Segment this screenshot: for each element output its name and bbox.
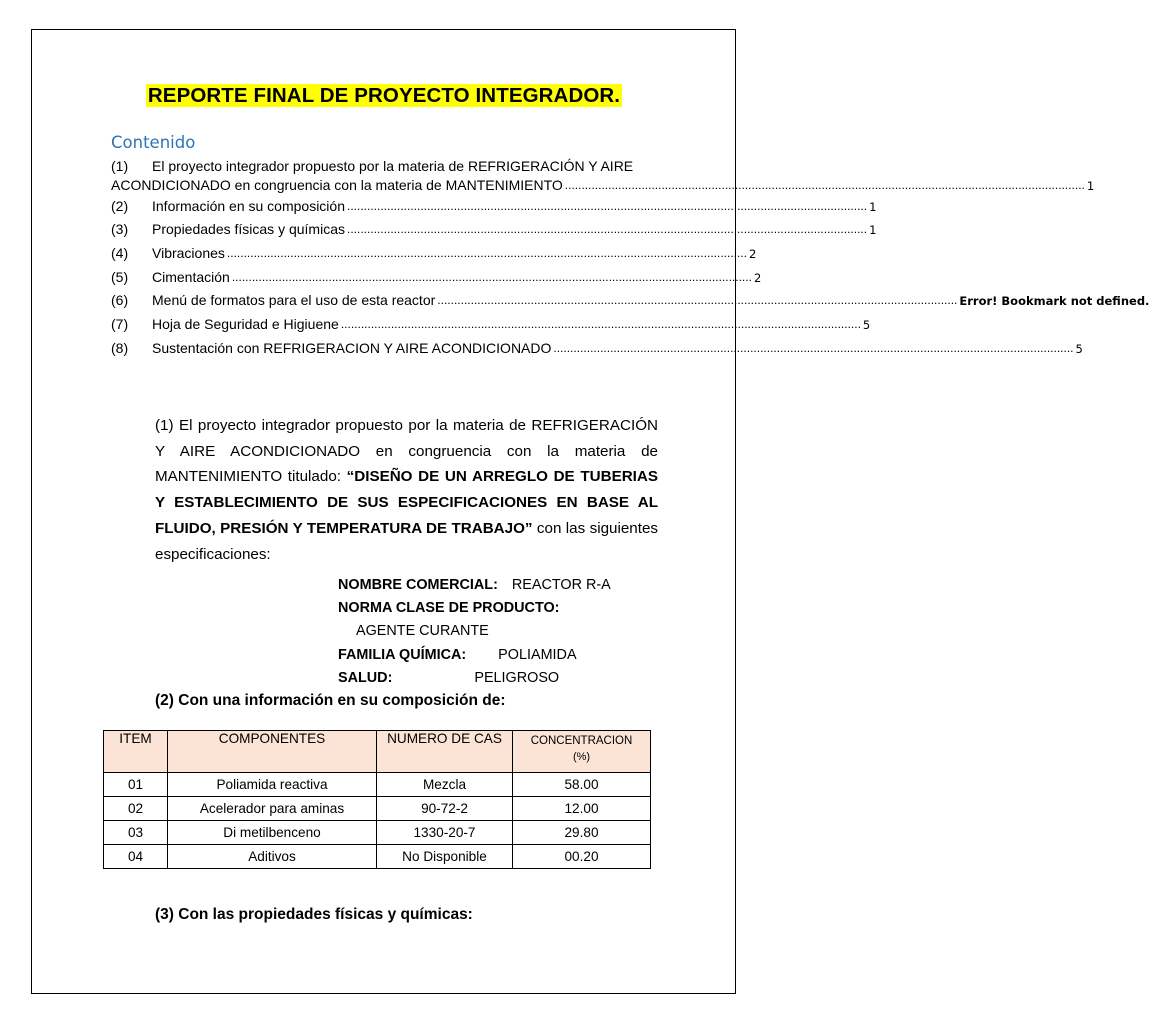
toc-entry-text: Cimentación — [152, 269, 230, 285]
cell-cas: 90-72-2 — [377, 797, 513, 821]
table-row — [104, 773, 651, 797]
toc-entry-text: Vibraciones — [152, 245, 225, 261]
toc-entry-text: Información en su composición — [152, 198, 345, 214]
toc-entry-number: (8) — [111, 340, 129, 356]
section-1-intro: El proyecto integrador propuesto por la materia de REFRIGERACIÓN Y AIRE ACONDICIONADO en congruencia con la materia de MANTENIMIENTO titulado: — [155, 417, 658, 486]
toc-entry-text: Sustentación con REFRIGERACION Y AIRE ACONDICIONADO — [152, 340, 552, 356]
table-header-row — [104, 731, 651, 773]
section-3-heading: (3) Con las propiedades físicas y químicas: — [155, 906, 473, 923]
toc-entry-page: 2 — [753, 271, 762, 285]
cell-cas: 1330-20-7 — [377, 821, 513, 845]
toc-leader-dots: ............................................................................................................................................................ — [226, 246, 748, 260]
toc-entry-text: ACONDICIONADO en congruencia con la materia de MANTENIMIENTO — [111, 177, 563, 193]
cell-component: Poliamida reactiva — [168, 773, 377, 797]
cell-cas: Mezcla — [377, 773, 513, 797]
toc-entry-number: (7) — [111, 316, 129, 332]
header-cas-number: NUMERO DE CAS — [377, 731, 513, 773]
cell-item: 02 — [104, 797, 168, 821]
toc-leader-dots: ............................................................................................................................................................ — [340, 317, 861, 331]
header-concentration — [513, 731, 651, 773]
toc-entry-page: 1 — [869, 200, 877, 214]
cell-component: Acelerador para aminas — [168, 797, 377, 821]
project-title: “DISEÑO DE UN ARREGLO DE TUBERIAS Y ESTABLECIMIENTO DE SUS ESPECIFICACIONES EN BASE AL FLUIDO, PRESIÓN Y TEMPERATURA DE TRABAJO” — [155, 468, 658, 537]
toc-entry-page-error: Error! Bookmark not defined. — [959, 294, 1149, 308]
toc-entry-3[interactable] — [111, 221, 877, 241]
spec-value: AGENTE CURANTE — [356, 623, 489, 640]
cell-cas: No Disponible — [377, 845, 513, 869]
section-1-outro: con las siguientes especificaciones: — [155, 519, 659, 563]
header-concentration-unit: (%) — [572, 751, 591, 763]
document-title: REPORTE FINAL DE PROYECTO INTEGRADOR. — [147, 84, 621, 107]
table-row — [104, 845, 651, 869]
toc-entry-5[interactable] — [111, 269, 762, 289]
spec-value: POLIAMIDA — [498, 646, 577, 663]
toc-leader-dots: ............................................................................................................................................................ — [437, 293, 958, 307]
toc-entry-page: 2 — [749, 247, 757, 261]
toc-entry-number: (3) — [111, 221, 129, 237]
spec-row-product-class — [338, 597, 638, 643]
toc-leader-dots: ............................................................................................................................................................ — [347, 199, 868, 213]
cell-item: 04 — [104, 845, 168, 869]
spec-value: PELIGROSO — [474, 669, 560, 686]
cell-item: 01 — [104, 773, 168, 797]
cell-component: Di metilbenceno — [168, 821, 377, 845]
toc-entry-8[interactable] — [111, 340, 1083, 360]
composition-table — [103, 730, 651, 869]
toc-leader-dots: ............................................................................................................................................................ — [553, 341, 1074, 355]
table-row — [104, 797, 651, 821]
toc-entry-page: 5 — [1075, 342, 1083, 356]
spec-value: REACTOR R-A — [511, 577, 611, 593]
toc-leader-dots: ............................................................................................................................................................ — [231, 270, 752, 284]
toc-leader-dots: ............................................................................................................................................................ — [564, 178, 1085, 192]
spec-row-commercial-name — [338, 574, 668, 597]
spec-row-chemical-family — [338, 644, 668, 667]
cell-concentration: 29.80 — [513, 821, 651, 845]
header-item: ITEM — [104, 731, 168, 773]
title-block — [0, 84, 768, 108]
header-concentration-label: CONCENTRACION — [530, 735, 633, 747]
table-row — [104, 821, 651, 845]
spec-label: NORMA CLASE DE PRODUCTO: — [338, 600, 560, 617]
toc-entry-number: (4) — [111, 245, 129, 261]
spec-label: FAMILIA QUÍMICA: — [338, 646, 467, 663]
toc-entry-number: (1) — [111, 158, 129, 174]
specifications-list — [338, 574, 668, 690]
header-components: COMPONENTES — [168, 731, 377, 773]
toc-entry-text: Menú de formatos para el uso de esta reactor — [152, 292, 436, 308]
toc-entry-6[interactable] — [111, 292, 1149, 312]
spec-label: SALUD: — [338, 669, 393, 686]
toc-entry-page: 5 — [862, 318, 871, 332]
spec-label: NOMBRE COMERCIAL: — [338, 577, 498, 593]
toc-entry-number: (5) — [111, 269, 129, 285]
section-1-number: (1) — [155, 417, 174, 434]
cell-concentration: 00.20 — [513, 845, 651, 869]
toc-heading: Contenido — [111, 133, 196, 152]
toc-entry-number: (6) — [111, 292, 129, 308]
toc-entry-text-line1: El proyecto integrador propuesto por la materia de REFRIGERACIÓN Y AIRE — [152, 158, 634, 174]
toc-entry-2[interactable] — [111, 198, 877, 218]
toc-entry-1[interactable] — [111, 158, 1095, 198]
cell-item: 03 — [104, 821, 168, 845]
toc-entry-page: 1 — [1086, 179, 1095, 193]
toc-entry-number: (2) — [111, 198, 129, 214]
toc-entry-text: Hoja de Seguridad e Higiuene — [152, 316, 339, 332]
toc-entry-7[interactable] — [111, 316, 871, 336]
toc-entry-text: Propiedades físicas y químicas — [152, 221, 345, 237]
section-1-paragraph — [155, 413, 658, 567]
cell-concentration: 12.00 — [513, 797, 651, 821]
cell-component: Aditivos — [168, 845, 377, 869]
spec-row-health — [338, 667, 668, 690]
toc-entry-page: 1 — [869, 223, 877, 237]
toc-leader-dots: ............................................................................................................................................................ — [346, 222, 868, 236]
section-2-heading: (2) Con una información en su composición de: — [155, 692, 506, 709]
cell-concentration: 58.00 — [513, 773, 651, 797]
toc-entry-4[interactable] — [111, 245, 757, 265]
